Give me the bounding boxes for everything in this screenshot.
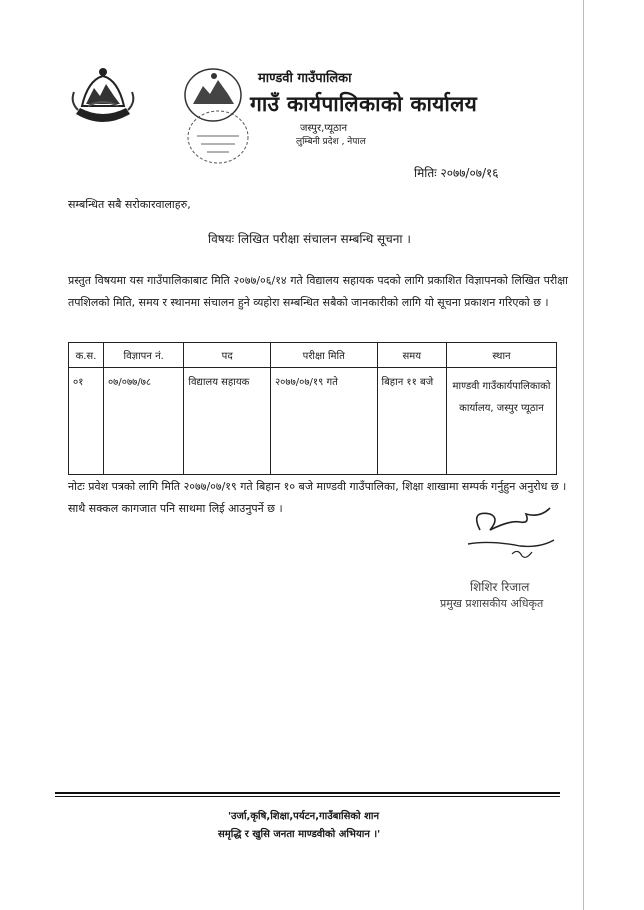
footer-slogan-line1: 'उर्जा,कृषि,शिक्षा,पर्यटन,गाउँबासिको शान xyxy=(228,811,380,822)
col-header-time: समय xyxy=(377,343,446,368)
cell-exam-date: २०७७/०७/१९ गते xyxy=(270,368,377,475)
col-header-exam-date: परीक्षा मिति xyxy=(270,343,377,368)
office-stamp-icon xyxy=(185,108,251,166)
exam-schedule-table xyxy=(68,342,557,475)
col-header-post: पद xyxy=(184,343,271,368)
col-header-venue: स्थान xyxy=(446,343,556,368)
org-office-title: गाउँ कार्यपालिकाको कार्यालय xyxy=(250,92,478,116)
cell-time: बिहान ११ बजे xyxy=(377,368,446,475)
footer-divider-thin xyxy=(55,796,560,797)
table-header-row xyxy=(69,343,557,368)
nepal-emblem-icon xyxy=(68,62,138,132)
notice-subject: विषयः लिखित परीक्षा संचालन सम्बन्धि सूचना । xyxy=(208,232,411,246)
cell-post: विद्यालय सहायक xyxy=(184,368,271,475)
signatory-role: प्रमुख प्रशासकीय अधिकृत xyxy=(440,597,544,610)
salutation: सम्बन्धित सबै सरोकारवालाहरु, xyxy=(68,198,191,211)
cell-sn: ०१ xyxy=(69,368,104,475)
org-province: लुम्बिनी प्रदेश , नेपाल xyxy=(296,137,366,147)
footer-slogan-line2: समृद्धि र खुसि जनता माण्डवीको अभियान ।' xyxy=(218,829,381,840)
org-name: माण्डवी गाउँपालिका xyxy=(258,71,352,86)
page-edge xyxy=(583,0,584,910)
cell-ad-no: ०७/०७७/७८ xyxy=(103,368,183,475)
footer-divider xyxy=(55,792,560,794)
note-paragraph: नोटः प्रवेश पत्रको लागि मिति २०७७/०७/१९ गते बिहान १० बजे माण्डवी गाउँपालिका, शिक्षा शाखामा सम्पर्क गर्नुहुन अनुरोध छ । साथै सक्कल कागजात पनि साथमा लिई आउनुपर्ने छ । xyxy=(68,480,567,515)
col-header-sn: क.स. xyxy=(69,343,104,368)
table-row xyxy=(69,368,557,475)
org-address: जस्पुर,प्यूठान xyxy=(300,123,348,134)
col-header-ad-no: विज्ञापन नं. xyxy=(103,343,183,368)
notice-date: मितिः २०७७/०७/१६ xyxy=(414,166,499,180)
cell-venue: माण्डवी गाउँकार्यपालिकाको कार्यालय, जस्पुर प्यूठान xyxy=(446,368,556,475)
signatory-name: शिशिर रिजाल xyxy=(470,580,530,594)
body-paragraph: प्रस्तुत विषयमा यस गाउँपालिकाबाट मिति २०७७/०६/१४ गते विद्यालय सहायक पदको लागि प्रकाशित विज्ञापनको लिखित परीक्षा तपशिलको मिति, समय र स्थानमा संचालन हुने व्यहोरा सम्बन्धित सबैको जानकारीको लागि यो सूचना प्रकाशन गरिएको छ । xyxy=(68,274,568,309)
signature-icon xyxy=(460,500,560,570)
